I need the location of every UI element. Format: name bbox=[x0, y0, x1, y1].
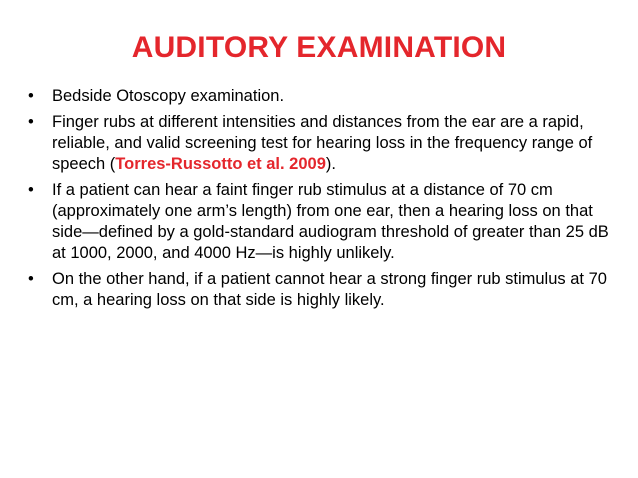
bullet-dot-icon: • bbox=[28, 181, 34, 199]
bullet-item bbox=[26, 86, 616, 107]
citation: Torres-Russotto et al. 2009 bbox=[115, 155, 326, 173]
bullet-dot-icon: • bbox=[28, 270, 34, 288]
bullet-item bbox=[26, 269, 616, 311]
bullet-text: Bedside Otoscopy examination. bbox=[52, 87, 285, 105]
bullet-dot-icon: • bbox=[28, 87, 34, 105]
bullet-text: On the other hand, if a patient cannot hear a strong finger rub stimulus at 70 cm, a hearing loss on that side is highly likely. bbox=[52, 270, 607, 309]
bullet-item bbox=[26, 180, 616, 264]
bullet-list bbox=[26, 86, 616, 316]
bullet-text: Finger rubs at different intensities and distances from the ear are a rapid, reliable, and valid screening test for hearing loss in the frequency range of speech ( bbox=[52, 113, 593, 173]
slide-title: AUDITORY EXAMINATION bbox=[131, 31, 507, 64]
bullet-dot-icon: • bbox=[28, 113, 34, 131]
bullet-text-end: ). bbox=[325, 155, 336, 173]
bullet-text: If a patient can hear a faint finger rub stimulus at a distance of 70 cm (approximately one arm’s length) from one ear, then a hearing loss on that side—defined by a gold-standard audiogram threshold of greater than 25 dB at 1000, 2000, and 4000 Hz—is highly unlikely. bbox=[52, 181, 609, 262]
bullet-item bbox=[26, 112, 616, 175]
